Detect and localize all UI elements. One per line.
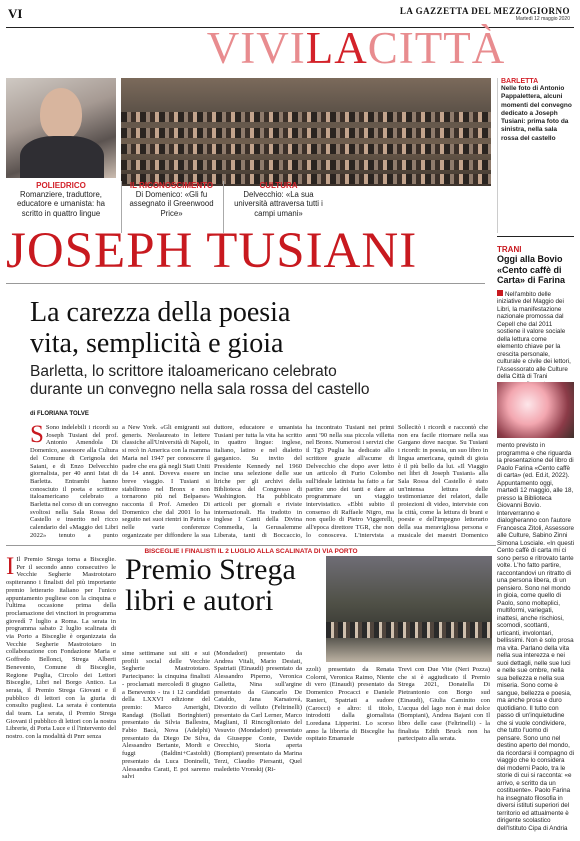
strega-event-photo <box>326 556 492 662</box>
teaser-riconoscimento: IL RICONOSCIMENTO Di Domenico: «Gli fu assegnato il Greenwood Price» <box>121 181 221 233</box>
article-column-2: a New York. «Gli emigranti sui generis. Neolaureato in lettere classiche all'Università di Napoli, si recò in America con la mamma Maria nel 1947 per conoscere il padre che era già negli Stati Uniti da 14 anni. Doveva essere un breve viaggio. I Tusiani si stabilirono nel Bronx e non tornarono più nel Belpaese» racconta il Prof. Amedeo Di Domenico che dal 2001 lo ha seguito nei suoi rientri in Patria e nelle varie conferenze organizzate per diffondere la sua <box>122 424 210 539</box>
teaser-cultura: CULTURA Delvecchio: «La sua università attraversa tutti i campi umani» <box>223 181 333 233</box>
main-headline: La carezza della poesia vita, semplicità e gioia <box>30 297 291 359</box>
issue-date: Martedì 12 maggio 2020 <box>515 16 570 22</box>
drop-cap: I <box>6 556 15 580</box>
trani-text-top: Nell'ambito delle iniziative del Maggio dei Libri, la manifestazione nazionale promossa dal Cepell che dal 2011 sostiene il valore sociale della lettura come elemento chiave per la crescita personale, culturale e civile dei lettori, l'Assessorato alle Culture della Città di Trani <box>497 290 571 380</box>
publication-name: LA GAZZETTA DEL MEZZOGIORNO <box>399 6 570 16</box>
strega-column-1: I Il Premio Strega torna a Bisceglie. Per il secondo anno consecutivo le Vecchie Segherie Mastrototaro ospiteranno i finalisti del più importante premio letterario italiano per l'unico appuntamento pugliese con la cinquina e l'ultima occasione prima della proclamazione dei vincitori in programma giovedì 7 luglio a Roma. La serata in programma sabato 2 luglio scalinata di via Porto a Bisceglie è organizzata da Vecchie Segherie Mastrototaro in collaborazione con Fondazione Maria e Goffredo Bellonci, Strega Alberti Benevento, Comune di Bisceglie, Regione Puglia, Circolo dei Lettori Bisceglie, Libri nel Borgo Antico. La serata, il Premio Strega Giovani e il pubblico di lettori con la giuria di consulto pugliesi. La serata è contenuta dal team. La serata, il Premio Strega Giovani il pubblico di lettori con la nostra Librerie, di Porta Luce e il l'intervento del nostro. con la modalità di Pnrr senza <box>6 556 116 741</box>
caption-title: BARLETTA <box>501 78 539 85</box>
strega-column-5: Trevi con Due Vite (Neri Pozza) che si è aggiudicato il Premio Strega 2021, Donatella Di Pietrantonio con Borgo sud (Einaudi), Giulia Caminito con L'acqua del lago non è mai dolce (Bompiani), Andrea Bajani con Il libro delle case (Feltrinelli) - la finalista Edith Bruck non ha partecipato alla serata. <box>398 666 490 743</box>
strega-column-3: (Mondadori) presentato da Andrea Vitali, Mario Desiati, Spatriati (Einaudi) presentato da Alessandro Piperno, Veronica Galletta, Nina sull'argine presentato da Giancarlo De Cataldo, Jana Karsaiová, Divorzio di velluto (Feltrinelli) presentato da Carl Lerner, Marco Magliani, Il Rincoglioniato del Vesuvio (Mondadori) presentato da Giuseppe Conte, Davide Orecchio, Storia aperta (Bompiani) presentato da Marina Terzi, Claudio Piersanti, Quel maledetto Vronskij (Ri- <box>214 650 302 773</box>
book-flower-photo <box>497 382 574 438</box>
strega-kicker: BISCEGLIE I FINALISTI IL 2 LUGLIO ALLA SCALINATA DI VIA PORTO <box>6 545 496 555</box>
trani-sidebar <box>497 236 574 386</box>
strega-headline: Premio Strega libri e autori <box>125 553 296 617</box>
hero-rule <box>6 283 485 284</box>
conference-crowd-photo <box>121 78 491 186</box>
article-column-4: ha incontrato Tusiani nei primi anni '90 nella sua piccola villetta nel Bronx. Numerosi i servizi che il Tg3 Puglia ha dedicato allo scrittore grazie all'acume di Delvecchio che dopo aver letto un articolo di Furio Colombo sull'ideale latinista ha fatto a far partire uno dei tanti e dare ai programmare un viaggio intervistatico. «Ebbi subito il consenso di Raffaele Nigro, ma non quello di Pietro Viggerelli, all'epoca direttore TGR, che non lo conosceva. L'intervista a <box>306 424 394 539</box>
caption-text: Nelle foto di Antonio Pappalettera, alcuni momenti del convegno dedicato a Joseph Tusiani: prima foto da sinistra, nella sala rossa del castello <box>501 85 572 142</box>
strega-column-4: zzoli) presentato da Renata Colorni, Veronica Raimo, Niente di vero (Einaudi) presentato da Domenico Procacci e Daniele Ranieri, Spatriati a sudore (Carocci) e altro: il titolo, introdotti dalla giornalista Loredana Lipperini. Lo scorso anno la libreria di Bisceglie ha ospitato Emanuele <box>306 666 394 743</box>
tusiani-portrait-photo <box>6 78 116 178</box>
trani-headline: Oggi alla Bovio «Cento caffè di Carta» di Farina <box>497 254 566 285</box>
hero-title: JOSEPH TUSIANI <box>6 223 418 279</box>
bullet-icon <box>497 290 503 296</box>
trani-kicker: TRANI <box>497 245 522 254</box>
teaser-poliedrico: POLIEDRICO Romanziere, traduttore, educatore e umanista: ha scritto in quattro lingue <box>17 181 105 218</box>
byline: di FLORIANA TOLVE <box>30 411 89 417</box>
article-column-3: duttore, educatore e umanista Tusiani per tutta la vita ha scritto in quattro lingue: inglese, italiano, latino e nel dialetto garganico. Su invito del Presidente Kennedy nel 1960 incise una selezione delle sue liriche per gli archivi della Biblioteca del Congresso di Washington. Ha pubblicato articoli per giornali e riviste internazionali. Ha tradotto in inglese I Canti della Divina Commedia, la Gerusalemme Liberata, tanti di Boccaccio, <box>214 424 302 539</box>
strega-column-2: sime settimane sui siti e sui profili social delle Vecchie Segherie Mastrototaro. Partecipano: la cinquina finalisti - proclamati mercoledì 8 giugno a Benevento - tra i 12 candidati della LXXVI edizione del premio: Marco Amerighi, Randagi (Bollati Boringhieri) presentato da Silvia Ballestra, Fabio Bacà, Nova (Adelphi) presentato da Diego De Silva, Alessandro Bertante, Mordi e fuggi (Baldini+Castoldi) presentato da Luca Doninelli, Alessandra Carati, E poi saremo salvi <box>122 650 210 781</box>
drop-cap: S <box>30 424 44 448</box>
trani-text-bottom: mento previsto in programma e che riguarda la presentazione del libro di Paolo Farina «Cento caffè di carta» (ed. Ed.it, 2022). Appuntamento oggi, martedì 12 maggio, alle 18, presso la Biblioteca Giovanni Bovio. Interverranno e dialogheranno con l'autore Francesca Zitoli, Assessore alle Culture, Sabino Zinni Simona Losciale. «In questi Cento caffè di carta mi ci sono perso e ritrovato tante volte. L'ho fatto partire, raccontandovi un ritratto di una persona libera, di un pensiero. Sono nel mondo in gioia, come quello di Paolo, sono molteplici, multiformi, variegati, inattesi, anche rischiosi, scomodi, scottanti, urticanti, involontari, bellissimi. Non è solo prosa ma vita. Parlano della vita nella sua interezza e nei suoi dettagli, nelle sue luci e nelle sue ombre, nella sua bellezza e nella sua miseria. Sono come è sangue, bellezza e poesia, ma anche prosa e duro quotidiano. Il tutto con passo di un'inquietudine che si vuole condividere, che tutto l'uomo di pensare. Sono uno nel destino aperto del mondo, da ricordarsi il compagno di viaggio che lo considera dei moderni Paolo, tra le storie di cui si racconta: «e arrivo, e scritto da un costituente». Paolo Farina ha insegnato filosofia in diversi istituti superiori del territorio ed attualmente è dirigente scolastico dell'Istituto Cipa di Andria <box>497 442 574 832</box>
main-subhead: Barletta, lo scrittore italoamericano celebrato durante un convegno nella sala rossa del castello <box>30 363 370 398</box>
section-title: VIVILACITTÀ <box>206 23 506 73</box>
article-column-5: Sollecitò i ricordi e raccontò che non era facile ritornare nella sua Gargano dove nacque. Su Tusiani i ricordi: in poesia, un suo libro in lingua americana, quindi di gioia è il più bello da lui. «Il Viaggio nei libri di Joseph Tusiani» alla Sala Rossa del Castello è stato un'intensa lettura delle testimonianze dei relatori, dalle proiezioni di video, interviste con la città, come la lettura di brani e poesie e dell'impegno letterario della sua meravigliosa persona e musicale dei maestri Domenico <box>398 424 488 539</box>
photo-caption <box>497 78 574 233</box>
page-number: VI <box>8 6 23 21</box>
article-column-1: S Sono indelebili i ricordi su Joseph Tusiani del prof. Antonio Amendola Di Domenico, assessore alla Cultura del Comune di Cerignola dei Saiani, e di Enzo Delvecchio giornalista, per 40 anni Istat di Barletta. Entrambi hanno conosciuto il poeta e scrittore italoamericano celebrato a Barletta nel corso di un convegno svoltosi nella Sala Rossa del Castello e inserito nel ricco calendario del «Maggio dei Libri 2022» tenuto a punto <box>30 424 118 539</box>
